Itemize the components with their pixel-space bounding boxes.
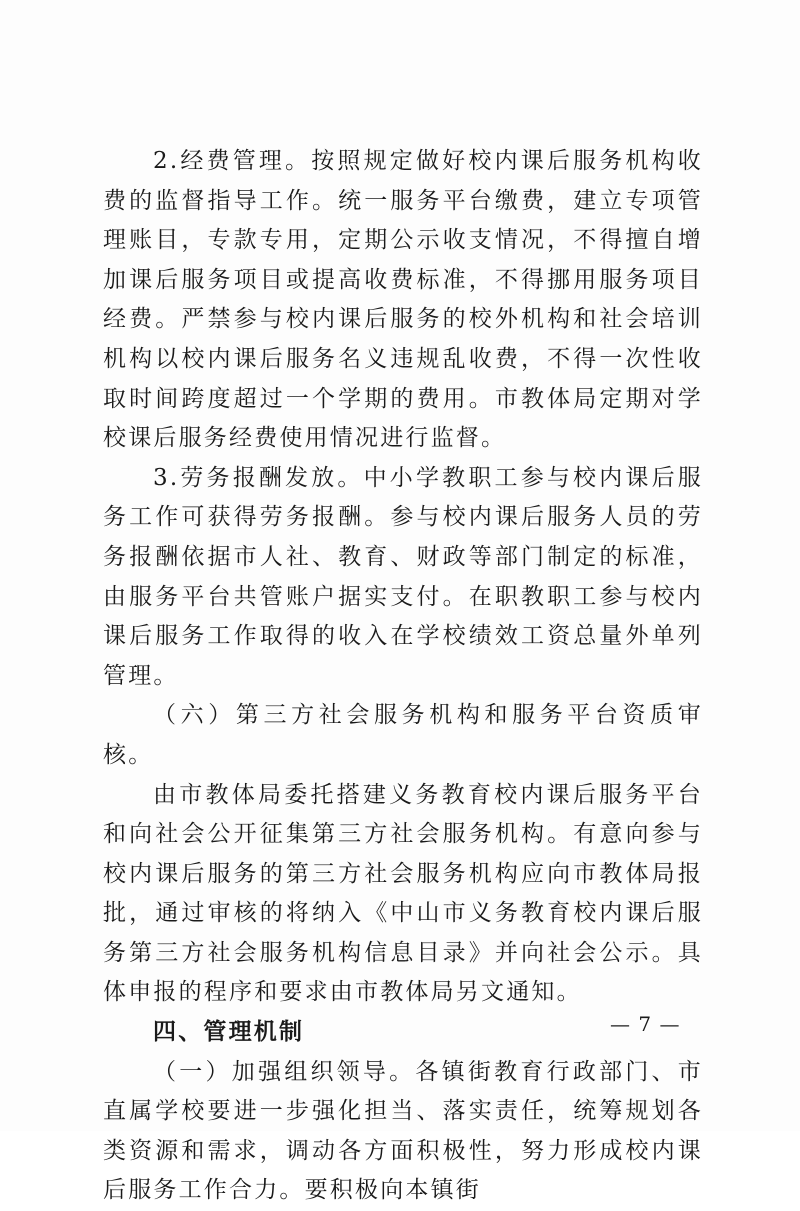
paragraph-third-party-qualification-title: （六）第三方社会服务机构和服务平台资质审核。 (103, 702, 703, 768)
document-body (103, 142, 703, 1211)
page-number: — 7 — (610, 1012, 681, 1036)
paragraph-third-party-qualification: 由市教体局委托搭建义务教育校内课后服务平台和向社会公开征集第三方社会服务机构。有意向参与校内课后服务的第三方社会服务机构应向市教体局报批，通过审核的将纳入《中山市义务教育校内课后服务第三方社会服务机构信息目录》并向社会公示。具体申报的程序和要求由市教体局另文通知。 (103, 781, 703, 1006)
section-heading-management-mechanism: 四、管理机制 (153, 1019, 305, 1046)
paragraph-labor-remuneration: 3.劳务报酬发放。中小学教职工参与校内课后服务工作可获得劳务报酬。参与校内课后服务人员的劳务报酬依据市人社、教育、财政等部门制定的标准，由服务平台共管账户据实支付。在职教职工参与校内课后服务工作取得的收入在学校绩效工资总量外单列管理。 (103, 464, 703, 689)
paragraph-funding-management: 2.经费管理。按照规定做好校内课后服务机构收费的监督指导工作。统一服务平台缴费，建立专项管理账目，专款专用，定期公示收支情况，不得擅自增加课后服务项目或提高收费标准，不得挪用服务项目经费。严禁参与校内课后服务的校外机构和社会培训机构以校内课后服务名义违规乱收费，不得一次性收取时间跨度超过一个学期的费用。市教体局定期对学校课后服务经费使用情况进行监督。 (103, 148, 703, 452)
paragraph-organization-leadership: （一）加强组织领导。各镇街教育行政部门、市直属学校要进一步强化担当、落实责任，统筹规划各类资源和需求，调动各方面积极性，努力形成校内课后服务工作合力。要积极向本镇街 (103, 1058, 703, 1204)
